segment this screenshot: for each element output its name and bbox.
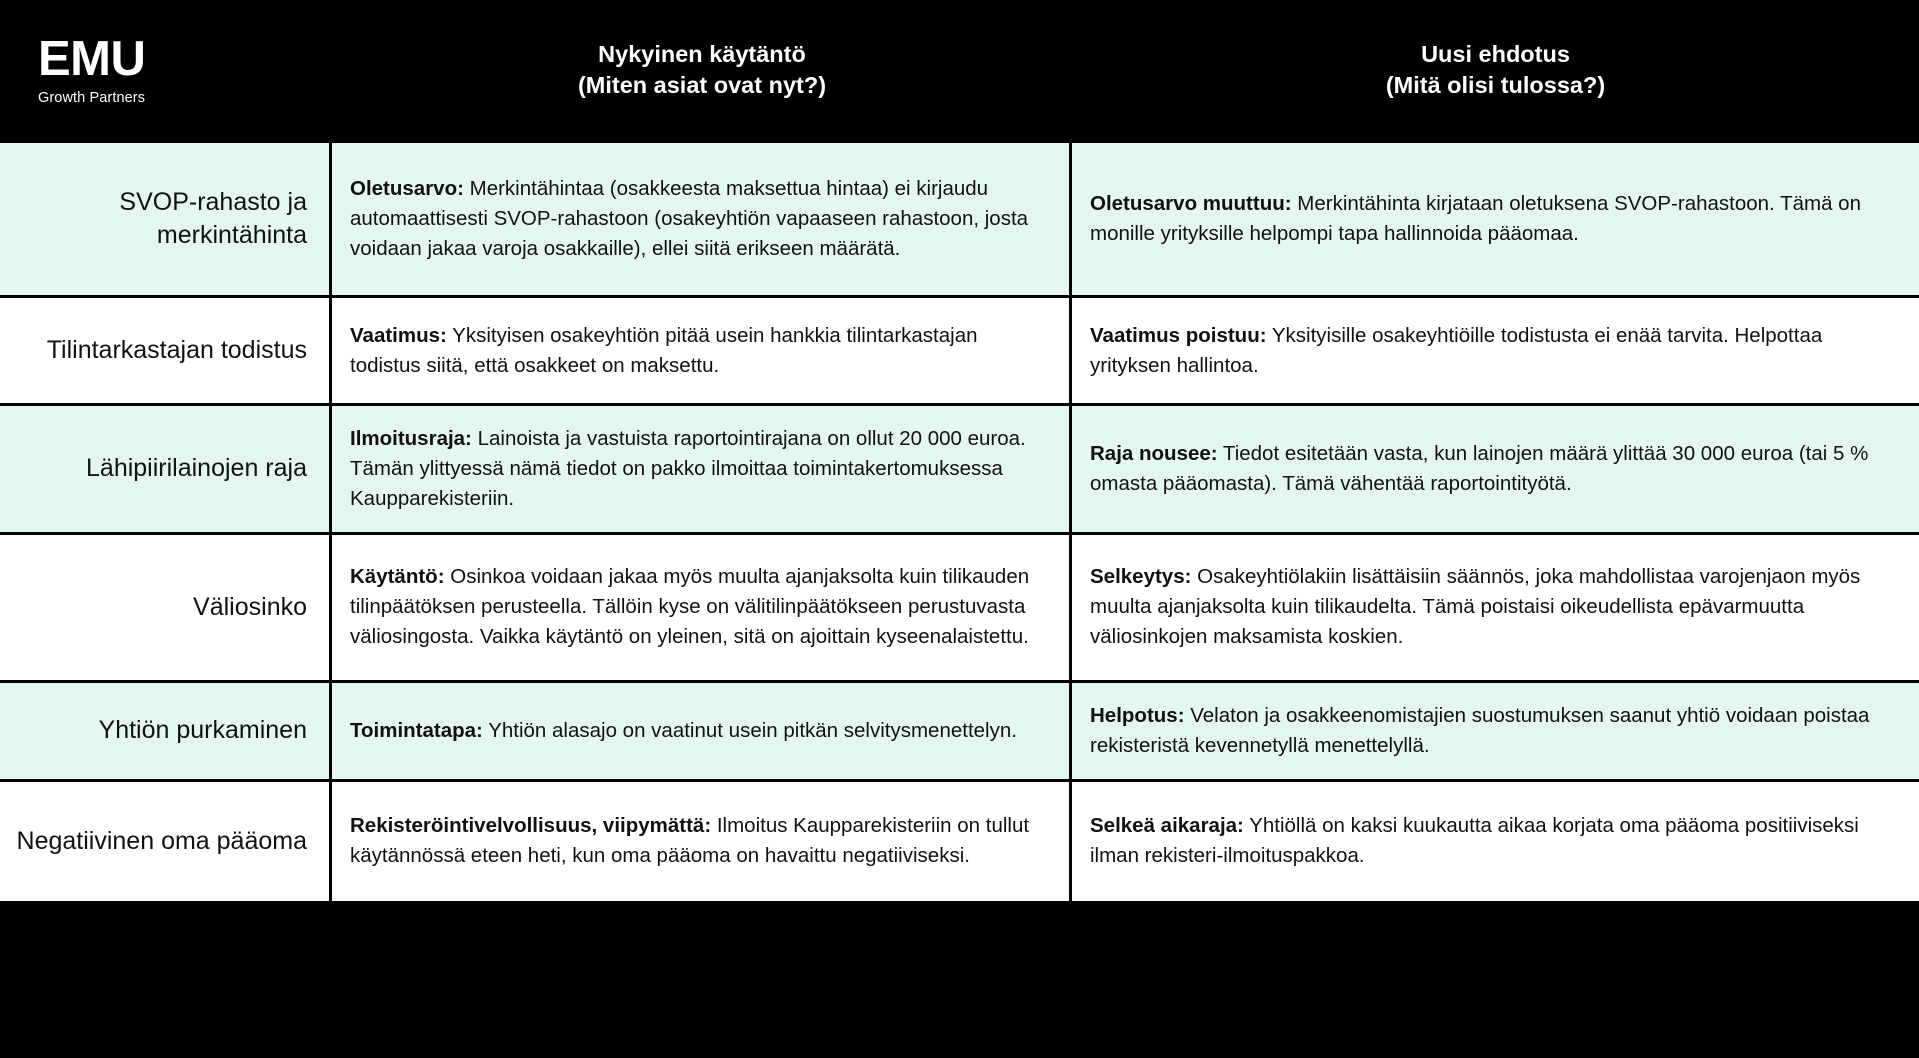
- column-header-current-title: [578, 39, 826, 101]
- table-row: [0, 403, 1919, 532]
- row-current-body: Ilmoitus Kaupparekisteriin on tullut käytännössä eteen heti, kun oma pääoma on havaittu negatiiviseksi.: [350, 814, 1030, 868]
- column-header-new-line1: Uusi ehdotus: [1421, 40, 1570, 67]
- row-topic-label: Negatiivinen oma pääoma: [16, 826, 307, 855]
- row-current-text: [350, 811, 1039, 871]
- row-current-lead: Ilmoitusraja:: [350, 427, 472, 450]
- row-new-text: [1090, 439, 1893, 499]
- row-current-cell: [332, 535, 1072, 680]
- row-new-text: [1090, 321, 1893, 381]
- row-topic-label: Väliosinko: [193, 592, 307, 621]
- table-row: [0, 140, 1919, 295]
- row-topic-cell: [0, 683, 332, 779]
- row-current-lead: Vaatimus:: [350, 323, 447, 347]
- table-row: [0, 779, 1919, 901]
- column-header-new-line2: (Mitä olisi tulossa?): [1385, 72, 1606, 98]
- row-topic-label: Tilintarkastajan todistus: [46, 336, 307, 364]
- row-new-text: [1090, 811, 1893, 871]
- row-topic-cell: [0, 782, 332, 901]
- row-new-lead: Vaatimus poistuu:: [1090, 323, 1267, 347]
- column-header-new-title: [1386, 39, 1605, 101]
- row-new-lead: Raja nousee:: [1090, 441, 1218, 465]
- row-new-text: [1090, 562, 1893, 652]
- row-topic-label: SVOP-rahasto ja merkintähinta: [119, 188, 307, 249]
- row-new-lead: Helpotus:: [1090, 703, 1185, 727]
- row-new-cell: [1072, 683, 1919, 779]
- brand-logo: [0, 0, 332, 140]
- row-topic-cell: [0, 143, 332, 295]
- row-current-body: Yhtiön alasajo on vaatinut usein pitkän selvitysmenettelyn.: [482, 718, 1017, 742]
- table-row: [0, 295, 1919, 403]
- row-current-cell: [332, 298, 1072, 403]
- comparison-table-body: [0, 140, 1919, 901]
- row-current-cell: [332, 143, 1072, 295]
- row-current-lead: Rekisteröintivelvollisuus, viipymättä:: [350, 814, 712, 838]
- row-current-text: [350, 562, 1039, 652]
- row-topic-label: Yhtiön purkaminen: [98, 716, 307, 745]
- column-header-current-line2: (Miten asiat ovat nyt?): [577, 72, 827, 98]
- logo-wordmark: EMU: [38, 31, 146, 86]
- row-current-text: [350, 321, 1039, 381]
- column-header-current: [332, 0, 1072, 140]
- row-current-lead: Toimintatapa:: [350, 718, 483, 742]
- logo-tagline: Growth Partners: [38, 89, 146, 106]
- table-row: [0, 680, 1919, 779]
- row-topic-cell: [0, 535, 332, 680]
- row-current-body: Osinkoa voidaan jakaa myös muulta ajanjaksolta kuin tilikauden tilinpäätöksen perusteella. Tällöin kyse on välitilinpäätökseen perustuvasta väliosingosta. Vaikka käytäntö on yleinen, sitä on ajoittain kyseenalaistettu.: [350, 565, 1030, 649]
- row-current-cell: [332, 683, 1072, 779]
- column-header-new: [1072, 0, 1919, 140]
- row-new-cell: [1072, 406, 1919, 532]
- row-current-cell: [332, 782, 1072, 901]
- column-header-current-line1: Nykyinen käytäntö: [598, 40, 806, 67]
- row-current-lead: Käytäntö:: [350, 565, 445, 589]
- row-new-lead: Selkeytys:: [1090, 565, 1192, 589]
- row-current-text: [350, 424, 1039, 514]
- row-current-text: [350, 716, 1039, 746]
- row-current-lead: Oletusarvo:: [350, 177, 464, 201]
- row-current-body: Yksityisen osakeyhtiön pitää usein hankkia tilintarkastajan todistus siitä, että osakkeet on maksettu.: [350, 323, 978, 377]
- row-new-body: Tiedot esitetään vasta, kun lainojen määrä ylittää 30 000 euroa (tai 5 % omasta pääomasta). Tämä vähentää raportointityötä.: [1090, 441, 1869, 495]
- row-new-body: Osakeyhtiölakiin lisättäisiin säännös, joka mahdollistaa varojenjaon myös muulta ajanjaksolta kuin tilikaudelta. Tämä poistaisi oikeudellista epävarmuutta väliosinkojen maksamista koskien.: [1090, 565, 1861, 649]
- row-new-text: [1090, 189, 1893, 249]
- row-new-cell: [1072, 143, 1919, 295]
- row-new-lead: Selkeä aikaraja:: [1090, 814, 1244, 838]
- row-current-text: [350, 174, 1039, 264]
- row-current-body: Lainoista ja vastuista raportointirajana on ollut 20 000 euroa. Tämän ylittyessä nämä tiedot on pakko ilmoittaa toimintakertomuksessa Kaupparekisteriin.: [350, 427, 1026, 510]
- row-new-body: Yksityisille osakeyhtiöille todistusta ei enää tarvita. Helpottaa yrityksen hallintoa.: [1090, 323, 1823, 377]
- row-topic-cell: [0, 406, 332, 532]
- row-topic-cell: [0, 298, 332, 403]
- row-topic-label: Lähipiirilainojen raja: [86, 454, 307, 483]
- row-new-cell: [1072, 535, 1919, 680]
- row-current-body: Merkintähintaa (osakkeesta maksettua hintaa) ei kirjaudu automaattisesti SVOP-rahastoon (osakeyhtiön vapaaseen rahastoon, josta voidaan jakaa varoja osakkaille), ellei siitä erikseen määrätä.: [350, 177, 1029, 260]
- row-new-body: Velaton ja osakkeenomistajien suostumuksen saanut yhtiö voidaan poistaa rekisteristä kevennetyllä menettelyllä.: [1090, 703, 1870, 757]
- table-header: [0, 0, 1919, 140]
- row-current-cell: [332, 406, 1072, 532]
- row-new-cell: [1072, 298, 1919, 403]
- row-new-lead: Oletusarvo muuttuu:: [1090, 192, 1292, 216]
- row-new-body: Merkintähinta kirjataan oletuksena SVOP-rahastoon. Tämä on monille yrityksille helpompi tapa hallinnoida pääomaa.: [1090, 192, 1861, 245]
- row-new-text: [1090, 701, 1893, 761]
- row-new-cell: [1072, 782, 1919, 901]
- row-new-body: Yhtiöllä on kaksi kuukautta aikaa korjata oma pääoma positiiviseksi ilman rekisteri-ilmoituspakkoa.: [1090, 814, 1859, 868]
- table-row: [0, 532, 1919, 680]
